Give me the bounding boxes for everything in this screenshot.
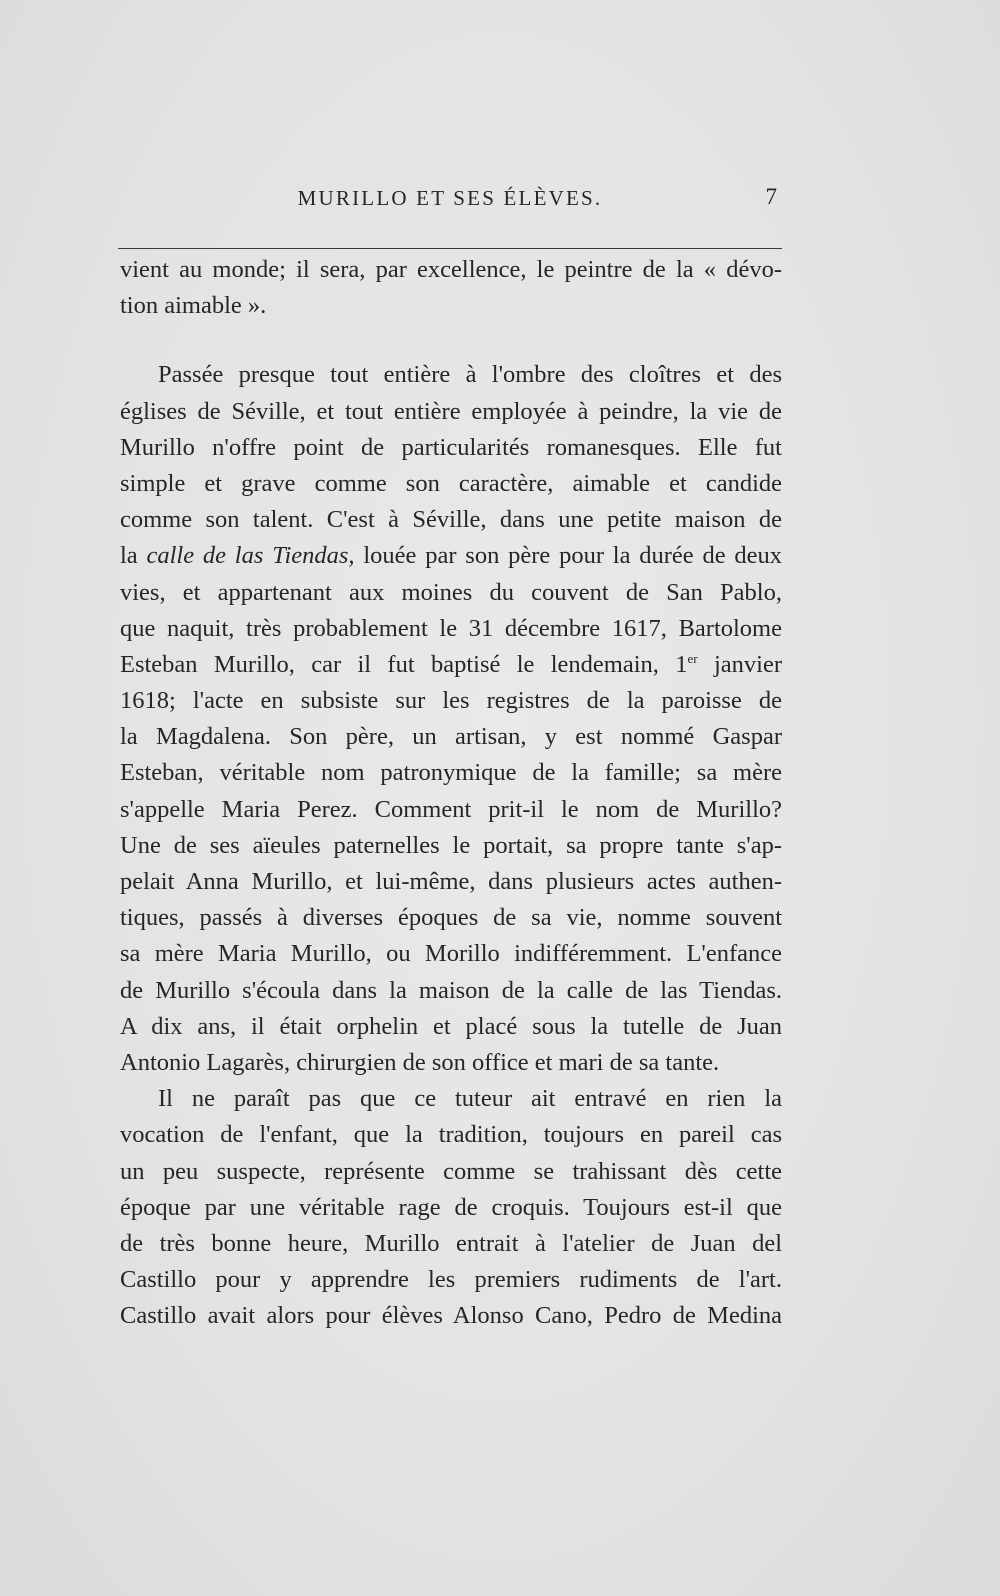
text-line: Castillo avait alors pour élèves Alonso Cano, Pedro de Medina <box>120 1302 782 1330</box>
italic-street-name: calle de las Tiendas, <box>146 542 355 570</box>
text-run: janvier <box>697 650 782 678</box>
text-run: louée par son père pour la durée de deux <box>354 542 782 570</box>
text-line: Passée presque tout entière à l'ombre des cloîtres et des <box>158 361 782 389</box>
body-text <box>120 252 782 1334</box>
text-line: simple et grave comme son caractère, aimable et candide <box>120 469 782 497</box>
text-line: Une de ses aïeules paternelles le portait, sa propre tante s'ap- <box>120 831 782 859</box>
text-line: Castillo pour y apprendre les premiers rudiments de l'art. <box>120 1266 782 1294</box>
text-line: un peu suspecte, représente comme se trahissant dès cette <box>120 1157 782 1185</box>
text-line <box>120 538 782 574</box>
text-line: de très bonne heure, Murillo entrait à l'atelier de Juan del <box>120 1229 782 1257</box>
text-line: Esteban, véritable nom patronymique de la famille; sa mère <box>120 759 782 787</box>
header-rule <box>118 248 782 249</box>
paragraph-2 <box>120 357 782 1081</box>
text-line: sa mère Maria Murillo, ou Morillo indifféremment. L'enfance <box>120 940 782 968</box>
text-line: A dix ans, il était orphelin et placé sous la tutelle de Juan <box>120 1012 782 1040</box>
text-line: Murillo n'offre point de particularités romanesques. Elle fut <box>120 433 782 461</box>
paragraph-1 <box>120 252 782 324</box>
text-line: vient au monde; il sera, par excellence, le peintre de la « dévo- <box>120 256 782 283</box>
running-title: MURILLO ET SES ÉLÈVES. <box>297 186 603 210</box>
text-line: Antonio Lagarès, chirurgien de son office et mari de sa tante. <box>120 1048 720 1076</box>
text-line: s'appelle Maria Perez. Comment prit-il le nom de Murillo? <box>120 795 782 823</box>
page-number: 7 <box>765 184 777 209</box>
text-line: 1618; l'acte en subsiste sur les registres de la paroisse de <box>120 687 782 715</box>
text-run: Esteban Murillo, car il fut baptisé le lendemain, 1 <box>120 650 688 678</box>
text-line: églises de Séville, et tout entière employée à peindre, la vie de <box>120 397 782 425</box>
paragraph-3 <box>120 1081 782 1334</box>
text-line: vies, et appartenant aux moines du couvent de San Pablo, <box>120 578 782 606</box>
text-line: comme son talent. C'est à Séville, dans une petite maison de <box>120 506 782 534</box>
text-line: de Murillo s'écoula dans la maison de la calle de las Tiendas. <box>120 976 782 1004</box>
text-line: vocation de l'enfant, que la tradition, toujours en pareil cas <box>120 1121 782 1149</box>
running-header <box>120 180 780 216</box>
superscript: er <box>687 650 698 666</box>
text-line: pelait Anna Murillo, et lui-même, dans plusieurs actes authen- <box>120 868 782 895</box>
text-line: époque par une véritable rage de croquis. Toujours est-il que <box>120 1193 782 1221</box>
paragraph-gap <box>120 324 782 357</box>
text-line: que naquit, très probablement le 31 décembre 1617, Bartolome <box>120 614 782 642</box>
text-line: la Magdalena. Son père, un artisan, y est nommé Gaspar <box>120 723 782 751</box>
text-line: tiques, passés à diverses époques de sa vie, nomme souvent <box>120 904 782 932</box>
text-run: la <box>120 542 147 570</box>
text-line: Il ne paraît pas que ce tuteur ait entravé en rien la <box>158 1085 782 1113</box>
text-line: tion aimable ». <box>120 292 267 320</box>
text-line <box>120 647 782 683</box>
